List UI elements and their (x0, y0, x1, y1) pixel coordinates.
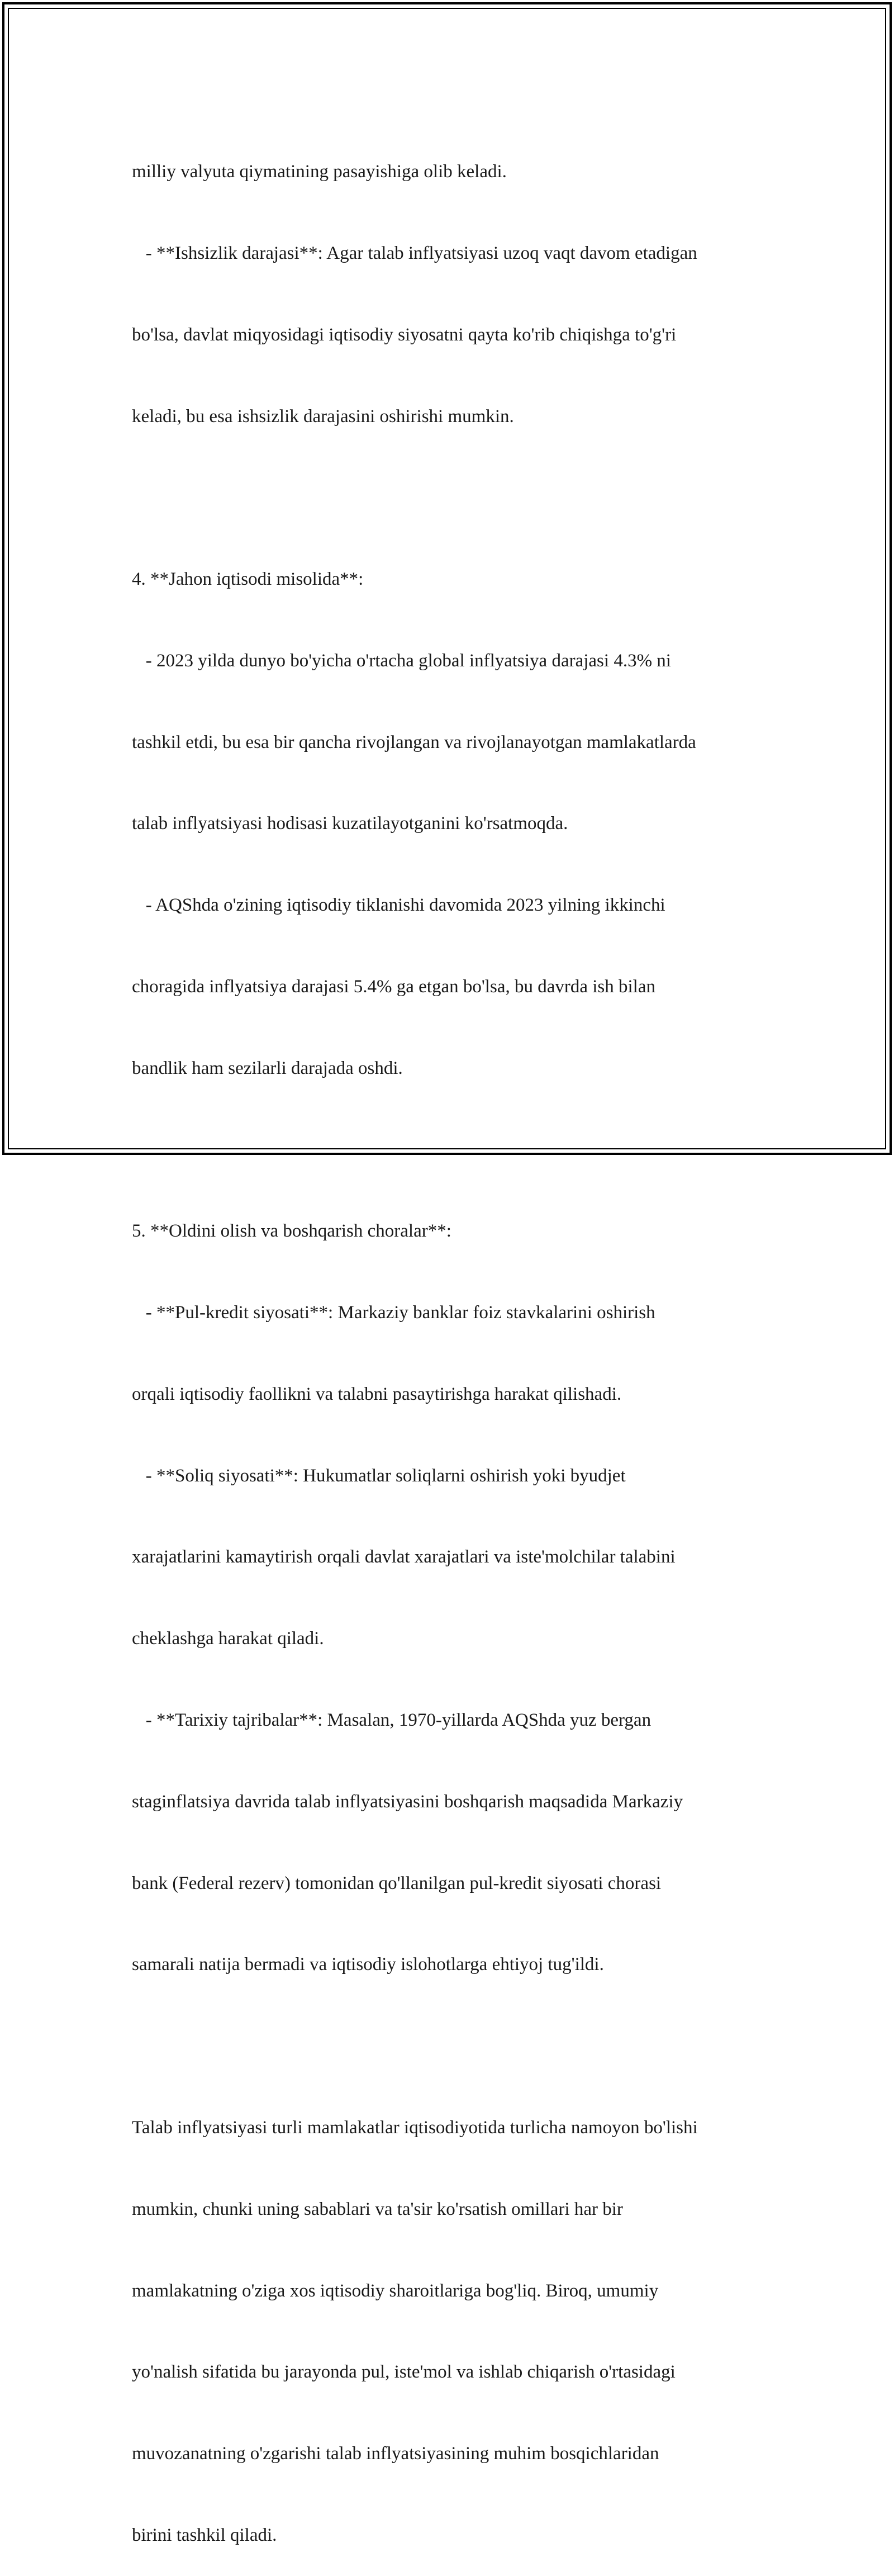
text-line: bank (Federal rezerv) tomonidan qo'llanilgan pul-kredit siyosati chorasi (132, 1873, 662, 1893)
section-heading: 5. **Oldini olish va boshqarish choralar**: (132, 1221, 451, 1242)
text-line: - **Pul-kredit siyosati**: Markaziy banklar foiz stavkalarini oshirish (132, 1303, 655, 1323)
document-body (132, 104, 791, 2576)
text-line: - **Tarixiy tajribalar**: Masalan, 1970-yillarda AQShda yuz bergan (132, 1710, 652, 1731)
text-line: staginflatsiya davrida talab inflyatsiyasini boshqarish maqsadida Markaziy (132, 1791, 683, 1812)
text-line: tashkil etdi, bu esa bir qancha rivojlangan va rivojlanayotgan mamlakatlarda (132, 732, 696, 752)
text-line: choragida inflyatsiya darajasi 5.4% ga etgan bo'lsa, bu davrda ish bilan (132, 977, 655, 997)
text-line: Talab inflyatsiyasi turli mamlakatlar iqtisodiyotida turlicha namoyon bo'lishi (132, 2117, 698, 2138)
text-line: - **Soliq siyosati**: Hukumatlar soliqlarni oshirish yoki byudjet (132, 1465, 626, 1486)
text-line: muvozanatning o'zgarishi talab inflyatsiyasining muhim bosqichlaridan (132, 2444, 659, 2464)
text-line: talab inflyatsiyasi hodisasi kuzatilayotganini ko'rsatmoqda. (132, 813, 568, 834)
text-line: - 2023 yilda dunyo bo'yicha o'rtacha global inflyatsiya darajasi 4.3% ni (132, 650, 671, 671)
text-line: - AQShda o'zining iqtisodiy tiklanishi davomida 2023 yilning ikkinchi (132, 895, 665, 916)
text-line: keladi, bu esa ishsizlik darajasini oshirishi mumkin. (132, 406, 514, 427)
text-line: bo'lsa, davlat miqyosidagi iqtisodiy siyosatni qayta ko'rib chiqishga to'g'ri (132, 324, 677, 345)
section-heading: 4. **Jahon iqtisodi misolida**: (132, 569, 364, 590)
text-line: xarajatlarini kamaytirish orqali davlat xarajatlari va iste'molchilar talabini (132, 1547, 676, 1568)
blank-line (132, 1137, 791, 1164)
text-line: mumkin, chunki uning sabablari va ta'sir ko'rsatish omillari har bir (132, 2199, 623, 2219)
text-line: yo'nalish sifatida bu jarayonda pul, iste'mol va ishlab chiqarish o'rtasidagi (132, 2362, 676, 2383)
text-line: - **Ishsizlik darajasi**: Agar talab inflyatsiyasi uzoq vaqt davom etadigan (132, 243, 697, 263)
text-line: milliy valyuta qiymatining pasayishiga olib keladi. (132, 162, 507, 182)
blank-line (132, 2033, 791, 2060)
text-line: birini tashkil qiladi. (132, 2525, 277, 2545)
blank-line (132, 484, 791, 512)
text-line: mamlakatning o'ziga xos iqtisodiy sharoitlariga bog'liq. Biroq, umumiy (132, 2280, 659, 2301)
text-line: orqali iqtisodiy faollikni va talabni pasaytirishga harakat qilishadi. (132, 1384, 622, 1404)
text-line: bandlik ham sezilarli darajada oshdi. (132, 1058, 403, 1078)
text-line: cheklashga harakat qiladi. (132, 1628, 324, 1649)
text-line: samarali natija bermadi va iqtisodiy islohotlarga ehtiyoj tug'ildi. (132, 1954, 604, 1975)
